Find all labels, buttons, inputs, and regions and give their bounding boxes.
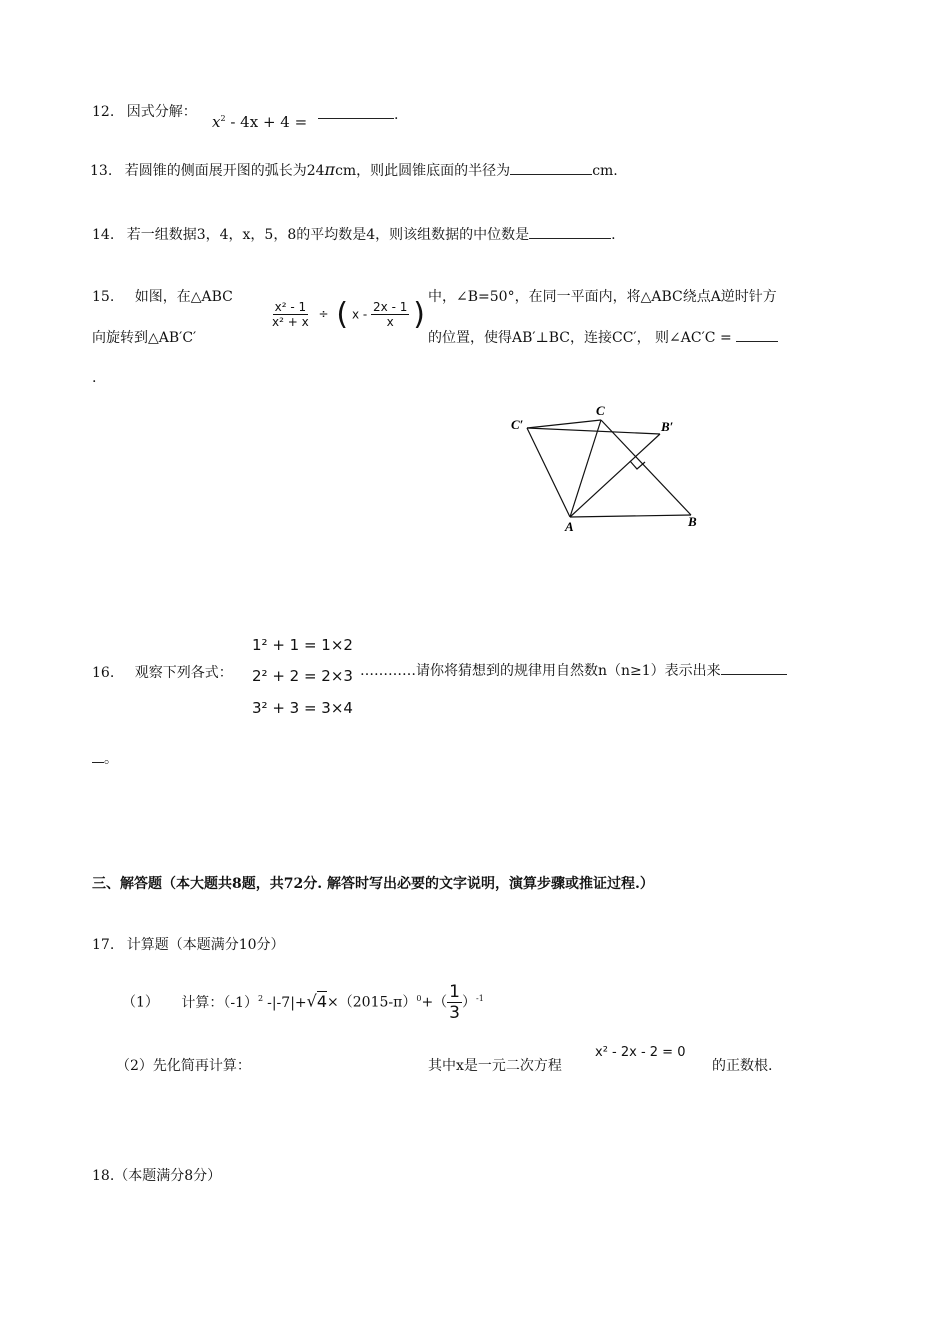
question-number: 15. [92,289,115,305]
question-14: 14. 若一组数据3，4，x，5，8的平均数是4，则该组数据的中位数是 . [92,227,616,243]
section-3-title: 三、解答题（本大题共8题，共72分. 解答时写出必要的文字说明，演算步骤或推证过程.） [92,876,654,892]
question-15: 15. 如图，在△ABC [92,289,233,305]
q16-equation-1: 1² + 1 = 1×2 [252,636,353,654]
label-c-prime: C′ [511,417,524,432]
answer-blank[interactable] [529,226,611,239]
answer-blank[interactable] [510,162,592,175]
q17-equation: x² - 2x - 2 = 0 [595,1045,686,1060]
answer-blank[interactable] [721,662,787,675]
label-a: A [565,519,574,534]
question-number: 12. [92,104,115,120]
answer-blank[interactable]: . [318,106,398,123]
question-18: 18.（本题满分8分） [92,1168,222,1184]
label-b: B [688,514,697,529]
answer-blank[interactable] [736,329,778,342]
question-number: 13. [90,163,113,179]
answer-blank-continued[interactable] [92,750,104,763]
question-number: 14. [92,227,115,243]
label-b-prime: B′ [661,419,674,434]
question-13: 13. 若圆锥的侧面展开图的弧长为24πcm，则此圆锥底面的半径为 cm. [90,160,618,179]
label-c: C [596,403,605,418]
triangle-rotation-figure [505,400,715,535]
question-number: 17. [92,937,115,953]
q16-equation-2: 2² + 2 = 2×3 [252,667,353,685]
question-number: 16. [92,665,115,681]
question-16: 16. 观察下列各式： [92,665,233,681]
sqrt-symbol: √4 [306,991,328,1011]
question-17: 17. 计算题（本题满分10分） [92,937,285,953]
q12-formula: $x^2 - 4x + 4$ = [212,113,308,131]
simplify-formula: $\frac{\text{x² - 1}}{\text{x² + x}}$ ÷ ( x - $\frac{2x - 1}{x}$ ) [272,297,425,332]
q17-part-2: （2）先化简再计算： [116,1058,251,1074]
q16-equation-3: 3² + 3 = 3×4 [252,699,353,717]
question-12 [92,101,197,121]
question-text: 因式分解： [126,104,197,120]
q17-part-1: （1） 计算：$(-1)^2$ $-|-7|+√4\times(2015-\pi)^0+$（ $\frac{1}{3}$ ）$^{-1}$ [122,982,484,1023]
